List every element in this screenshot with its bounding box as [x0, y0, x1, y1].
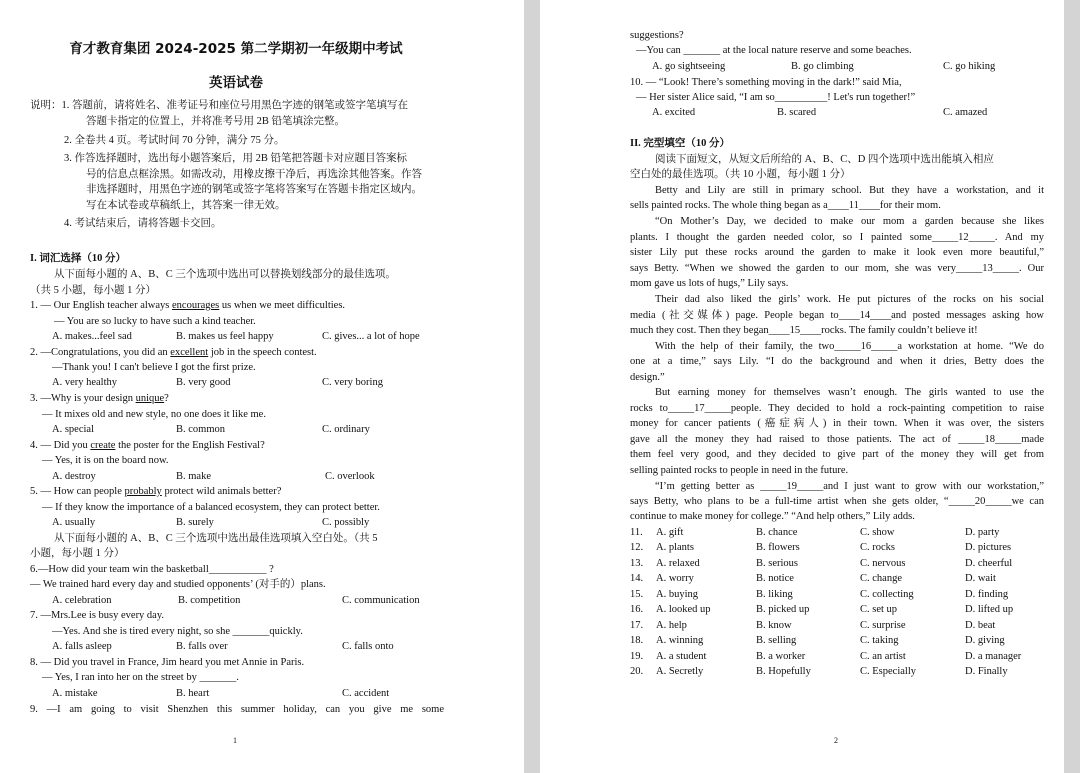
question-5: 5. — How can people probably protect wild animals better? [30, 486, 282, 497]
option-c[interactable]: C. collecting [860, 589, 914, 600]
section-1b-instructions: 小题，每小题 1 分） [30, 548, 125, 559]
passage-line: says Betty. “When we showed the garden to our mom, she was very_____13_____. Our [630, 263, 1044, 274]
passage-line: much they cost. Then they began____15____rocks. The family couldn’t believe it! [630, 325, 978, 336]
option-b[interactable]: B. picked up [756, 604, 810, 615]
option-b[interactable]: B. heart [176, 688, 210, 699]
option-b[interactable]: B. very good [176, 377, 231, 388]
option-b[interactable]: B. chance [756, 527, 798, 538]
option-number: 11. [630, 527, 643, 538]
option-a[interactable]: A. Secretly [656, 666, 704, 677]
instruction-line: 答题卡指定的位置上，并将准考号用 2B 铅笔填涂完整。 [86, 116, 346, 127]
option-d[interactable]: D. wait [965, 573, 996, 584]
option-number: 17. [630, 620, 644, 631]
option-b[interactable]: B. falls over [176, 641, 228, 652]
option-c[interactable]: C. go hiking [943, 61, 996, 72]
passage-line: mom gave us lots of hugs,” Lily says. [630, 278, 789, 289]
option-b[interactable]: B. selling [756, 635, 797, 646]
option-a[interactable]: A. a student [656, 651, 707, 662]
passage-line: Their dad also liked the girls’ work. He put pictures of the rocks on his social [655, 294, 1044, 305]
option-c[interactable]: C. falls onto [342, 641, 394, 652]
instruction-line: 2. 全卷共 4 页。考试时间 70 分钟，满分 75 分。 [64, 135, 285, 146]
option-a[interactable]: A. relaxed [656, 558, 700, 569]
option-c[interactable]: C. very boring [322, 377, 383, 388]
section-2-title: II. 完型填空（10 分） [630, 138, 731, 149]
passage-line: them feel very good, and they decided to give part of the money they will get from [630, 449, 1044, 460]
option-a[interactable]: A. usually [52, 517, 96, 528]
question-4-response: — Yes, it is on the board now. [42, 455, 169, 466]
option-c[interactable]: C. surprise [860, 620, 906, 631]
option-c[interactable]: C. possibly [322, 517, 370, 528]
option-c[interactable]: C. change [860, 573, 902, 584]
question-7-response: —Yes. And she is tired every night, so she _______quickly. [52, 626, 303, 637]
question-10: 10. — “Look! There’s something moving in the dark!” said Mia, [630, 77, 902, 88]
option-c[interactable]: C. Especially [860, 666, 916, 677]
passage-line: Betty and Lily are still in primary school. But they have a workstation, and it [655, 185, 1044, 196]
option-a[interactable]: A. worry [656, 573, 694, 584]
question-1-response: — You are so lucky to have such a kind teacher. [54, 316, 256, 327]
question-6: 6.—How did your team win the basketball___________ ? [30, 564, 274, 575]
option-d[interactable]: D. Finally [965, 666, 1008, 677]
instruction-line: 4. 考试结束后，请将答题卡交回。 [64, 218, 222, 229]
option-number: 18. [630, 635, 644, 646]
section-1b-instructions: 从下面每小题的 A、B、C 三个选项中选出最佳选项填入空白处。（共 5 [54, 533, 378, 544]
passage-line: With the help of their family, the two_____16_____a workstation at home. “We do [655, 341, 1044, 352]
option-a[interactable]: A. buying [656, 589, 698, 600]
option-c[interactable]: C. rocks [860, 542, 895, 553]
option-b[interactable]: B. a worker [756, 651, 806, 662]
question-2: 2. —Congratulations, you did an excellent job in the speech contest. [30, 347, 317, 358]
option-a[interactable]: A. excited [652, 107, 696, 118]
exam-title: 育才教育集团 2024-2025 第二学期初一年级期中考试 [69, 41, 403, 57]
underlined-word: excellent [170, 347, 209, 358]
option-d[interactable]: D. pictures [965, 542, 1012, 553]
instruction-line: 说明：1. 答题前，请将姓名、准考证号和座位号用黑色字迹的钢笔或签字笔填写在 [30, 100, 408, 111]
passage-line: “I’m getting better as _____19_____and I just want to grow with our workstation,” [655, 481, 1044, 492]
passage-line: But earning money for themselves wasn’t enough. The girls wanted to use the [655, 387, 1044, 398]
passage-line: “On Mother’s Day, we decided to make our mom a garden because she likes [655, 216, 1044, 227]
option-c[interactable]: C. overlook [325, 471, 375, 482]
option-a[interactable]: A. very healthy [52, 377, 118, 388]
question-10-response: — Her sister Alice said, “I am so__________! Let's run together!” [636, 92, 916, 103]
option-a[interactable]: A. falls asleep [52, 641, 112, 652]
option-a[interactable]: A. special [52, 424, 94, 435]
option-b[interactable]: B. go climbing [791, 61, 854, 72]
passage-line: continue to make money for college.” “And help others,” Lily adds. [630, 511, 915, 522]
option-a[interactable]: A. looked up [656, 604, 711, 615]
page-number: 1 [233, 736, 237, 745]
question-9-continuation: suggestions? [630, 30, 684, 41]
question-2-response: —Thank you! I can't believe I got the first prize. [52, 362, 256, 373]
underlined-word: unique [135, 393, 165, 404]
option-c[interactable]: C. amazed [943, 107, 988, 118]
option-d[interactable]: D. a manager [965, 651, 1022, 662]
option-number: 14. [630, 573, 644, 584]
exam-page-2 [540, 0, 1064, 773]
option-b[interactable]: B. liking [756, 589, 793, 600]
instruction-line: 非选择题时，用黑色字迹的钢笔或签字笔将答案写在答题卡指定区域内。 [86, 184, 422, 195]
option-c[interactable]: C. ordinary [322, 424, 370, 435]
underlined-word: create [90, 440, 116, 451]
section-1-instructions: （共 5 小题，每小题 1 分） [30, 285, 156, 296]
option-number: 15. [630, 589, 644, 600]
exam-page-1 [0, 0, 524, 773]
option-number: 20. [630, 666, 644, 677]
option-b[interactable]: B. makes us feel happy [176, 331, 274, 342]
passage-line: gave all the money they had raised to those patients. The act of _____18_____made [630, 434, 1044, 445]
option-b[interactable]: B. notice [756, 573, 794, 584]
option-b[interactable]: B. flowers [756, 542, 800, 553]
question-3-response: — It mixes old and new style, no one does it like me. [42, 409, 266, 420]
passage-line: media (社交媒体) page. People began to____14____and posted messages asking how [630, 310, 1044, 321]
option-a[interactable]: A. gift [656, 527, 684, 538]
section-1-instructions: 从下面每小题的 A、B、C 三个选项中选出可以替换划线部分的最佳选项。 [54, 269, 396, 280]
passage-line: sister Lily put these rocks around the garden to make it look even more beautiful,” [630, 247, 1044, 258]
question-1: 1. — Our English teacher always encourages us when we meet difficulties. [30, 300, 346, 311]
question-9-response: —You can _______ at the local nature reserve and some beaches. [636, 45, 912, 56]
option-c[interactable]: C. set up [860, 604, 898, 615]
option-number: 12. [630, 542, 644, 553]
question-8: 8. — Did you travel in France, Jim heard you met Annie in Paris. [30, 657, 305, 668]
question-4: 4. — Did you create the poster for the English Festival? [30, 440, 265, 451]
option-b[interactable]: B. make [176, 471, 211, 482]
option-a[interactable]: A. mistake [52, 688, 98, 699]
question-5-response: — If they know the importance of a balanced ecosystem, they can protect better. [42, 502, 380, 513]
section-2-instructions: 空白处的最佳选项。（共 10 小题，每小题 1 分） [630, 169, 851, 180]
option-b[interactable]: B. common [176, 424, 225, 435]
option-c[interactable]: C. accident [342, 688, 390, 699]
underlined-word: probably [124, 486, 162, 497]
instruction-line: 写在本试卷或草稿纸上，其答案一律无效。 [86, 200, 286, 211]
option-c[interactable]: C. gives... a lot of hope [322, 331, 420, 342]
option-a[interactable]: A. winning [656, 635, 704, 646]
option-a[interactable]: A. help [656, 620, 687, 631]
option-b[interactable]: B. know [756, 620, 792, 631]
option-b[interactable]: B. scared [777, 107, 817, 118]
option-c[interactable]: C. communication [342, 595, 420, 606]
passage-line: one at a time,” says Lily. “I do the background and when it dries, Betty does the [630, 356, 1044, 367]
option-d[interactable]: D. giving [965, 635, 1005, 646]
underlined-word: encourages [172, 300, 220, 311]
passage-line: money for cancer patients (癌症病人) in their town. When it was over, the sisters [630, 418, 1044, 429]
option-a[interactable]: A. celebration [52, 595, 112, 606]
option-a[interactable]: A. destroy [52, 471, 96, 482]
option-a[interactable]: A. makes...feel sad [52, 331, 132, 342]
option-number: 16. [630, 604, 644, 615]
option-d[interactable]: D. beat [965, 620, 996, 631]
option-d[interactable]: D. cheerful [965, 558, 1013, 569]
option-b[interactable]: B. surely [176, 517, 214, 528]
page-number: 2 [834, 736, 838, 745]
passage-line: plants. I thought the garden needed color, so I painted some_____12_____. And my [630, 232, 1044, 243]
section-1-title: I. 词汇选择（10 分） [30, 253, 126, 264]
passage-line: design.” [630, 372, 665, 383]
passage-line: sells painted rocks. The whole thing began as a____11____for their mom. [630, 200, 941, 211]
passage-line: rocks to_____17_____people. They decided to hold a rock-painting competition to raise [630, 403, 1044, 414]
question-8-response: — Yes, I ran into her on the street by _______. [42, 672, 239, 683]
passage-line: says Betty, who plans to be a full-time artist when she gets older, “_____20_____we can [630, 496, 1044, 507]
option-b[interactable]: B. Hopefully [756, 666, 811, 677]
question-6-response: — We trained hard every day and studied opponents’ (对手的）plans. [30, 579, 326, 590]
option-d[interactable]: D. lifted up [965, 604, 1014, 615]
option-b[interactable]: B. competition [178, 595, 241, 606]
option-d[interactable]: D. party [965, 527, 1000, 538]
option-b[interactable]: B. serious [756, 558, 798, 569]
question-7: 7. —Mrs.Lee is busy every day. [30, 610, 165, 621]
option-a[interactable]: A. go sightseeing [652, 61, 726, 72]
section-2-instructions: 阅读下面短文，从短文后所给的 A、B、C、D 四个选项中选出能填入相应 [655, 154, 994, 165]
question-9: 9. —I am going to visit Shenzhen this summer holiday, can you give me some [30, 704, 444, 715]
option-a[interactable]: A. plants [656, 542, 694, 553]
exam-subtitle: 英语试卷 [209, 75, 263, 91]
question-3: 3. —Why is your design unique? [30, 393, 169, 404]
option-c[interactable]: C. nervous [860, 558, 906, 569]
option-number: 19. [630, 651, 644, 662]
instruction-line: 3. 作答选择题时，选出每小题答案后，用 2B 铅笔把答题卡对应题目答案标 [64, 153, 408, 164]
option-c[interactable]: C. an artist [860, 651, 906, 662]
instruction-line: 号的信息点框涂黑。如需改动，用橡皮擦干净后，再选涂其他答案。作答 [86, 169, 422, 180]
option-c[interactable]: C. show [860, 527, 895, 538]
option-d[interactable]: D. finding [965, 589, 1009, 600]
option-c[interactable]: C. taking [860, 635, 899, 646]
option-number: 13. [630, 558, 644, 569]
passage-line: selling painted rocks to people in need in the future. [630, 465, 849, 476]
